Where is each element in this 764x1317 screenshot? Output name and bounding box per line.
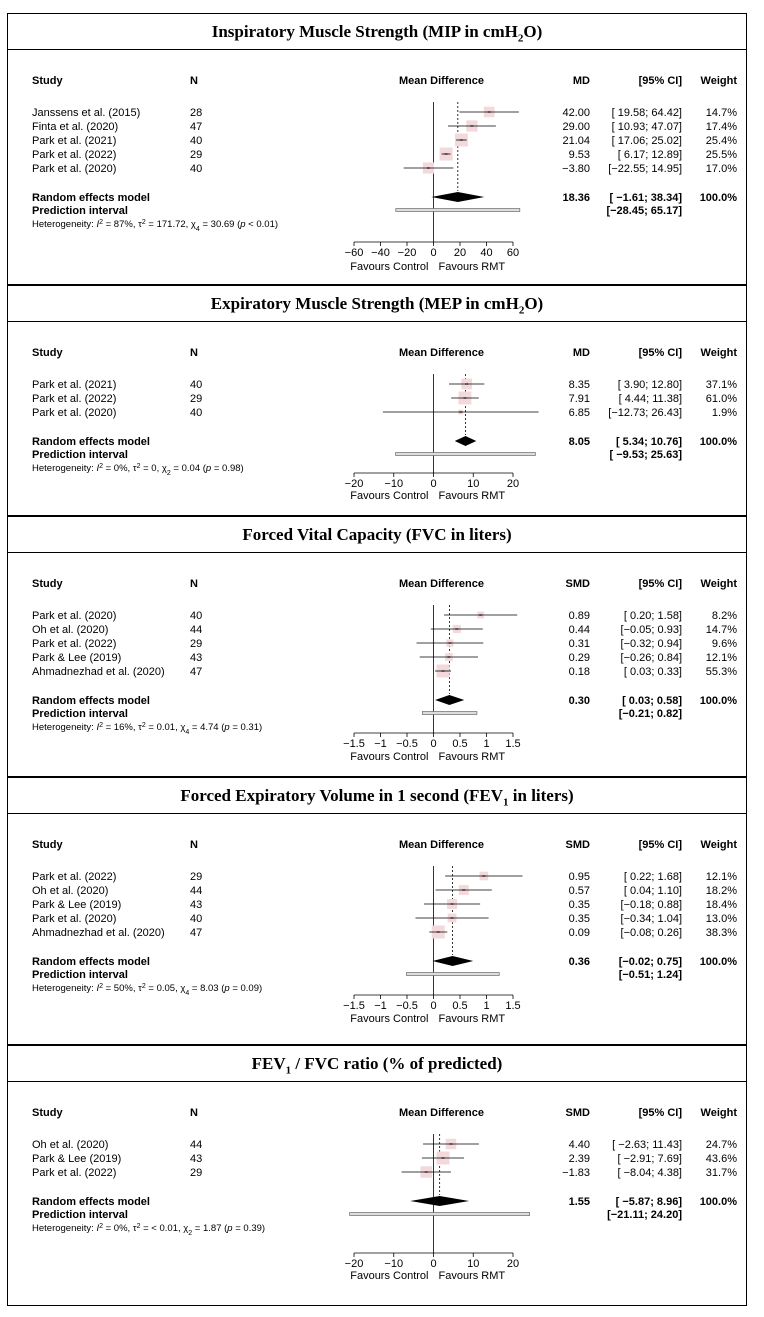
x-tick-label: 40 (480, 247, 493, 259)
study-effect: 29.00 (562, 121, 590, 133)
header-plot: Mean Difference (399, 347, 484, 359)
x-tick-label: 0 (430, 1000, 437, 1012)
study-ci: [−0.34; 1.04] (620, 913, 682, 925)
study-ci: [ 0.03; 0.33] (623, 666, 682, 678)
x-tick-label: 1.5 (505, 1000, 521, 1012)
header-weight: Weight (700, 75, 737, 87)
study-ci: [−22.55; 14.95] (608, 163, 682, 175)
header-plot: Mean Difference (399, 578, 484, 590)
header-effect: SMD (565, 839, 590, 851)
x-tick-label: 0 (430, 478, 437, 490)
x-tick-label: −10 (384, 1258, 404, 1270)
study-effect: 0.95 (568, 871, 590, 883)
random-effects-label: Random effects model (32, 192, 150, 204)
study-weight: 13.0% (705, 913, 737, 925)
study-ci: [ 3.90; 12.80] (617, 379, 682, 391)
random-effects-weight: 100.0% (699, 1196, 737, 1208)
study-effect: 0.89 (568, 610, 590, 622)
study-weight: 14.7% (705, 624, 737, 636)
random-effects-label: Random effects model (32, 695, 150, 707)
study-ci: [ 0.22; 1.68] (623, 871, 682, 883)
random-effects-weight: 100.0% (699, 436, 737, 448)
forest-panel-fev1 (7, 777, 747, 1045)
x-tick-label: −20 (344, 478, 364, 490)
study-name: Park et al. (2021) (32, 135, 117, 147)
random-effects-weight: 100.0% (699, 695, 737, 707)
header-weight: Weight (700, 347, 737, 359)
study-n: 47 (190, 666, 203, 678)
header-study: Study (32, 839, 63, 851)
header-weight: Weight (700, 839, 737, 851)
study-effect: 0.09 (568, 927, 590, 939)
panel-title: Forced Vital Capacity (FVC in liters) (8, 517, 746, 553)
study-weight: 1.9% (711, 407, 737, 419)
x-tick-label: 0 (430, 247, 437, 259)
prediction-interval-label: Prediction interval (32, 1209, 128, 1221)
study-name: Ahmadnezhad et al. (2020) (32, 927, 165, 939)
study-name: Park & Lee (2019) (32, 652, 122, 664)
random-effects-ci: [−0.02; 0.75] (618, 956, 682, 968)
x-tick-label: 1 (483, 738, 490, 750)
header-ci: [95% CI] (638, 1107, 682, 1119)
random-effects-ci: [ −1.61; 38.34] (609, 192, 682, 204)
heterogeneity-text: Heterogeneity: $I^2 = 0\%$, $\tau^2 = 0$, $\chi_2 = 0.04$ (p = 0.98) (32, 462, 244, 477)
prediction-interval-bar (396, 453, 536, 456)
x-tick-label: 60 (506, 247, 520, 259)
header-effect: SMD (565, 578, 590, 590)
header-study: Study (32, 347, 63, 359)
study-ci: [ 19.58; 64.42] (611, 107, 682, 119)
prediction-interval-bar (406, 973, 499, 976)
x-tick-label: 0.5 (452, 1000, 468, 1012)
study-n: 40 (190, 913, 203, 925)
study-ci: [ −2.91; 7.69] (617, 1153, 682, 1165)
study-n: 44 (190, 624, 203, 636)
study-weight: 17.4% (705, 121, 737, 133)
random-effects-diamond (435, 695, 464, 705)
study-name: Park et al. (2020) (32, 407, 117, 419)
study-n: 43 (190, 1153, 203, 1165)
study-weight: 8.2% (711, 610, 737, 622)
study-ci: [ 6.17; 12.89] (617, 149, 682, 161)
random-effects-diamond (455, 436, 477, 446)
study-ci: [ −2.63; 11.43] (612, 1139, 682, 1151)
study-weight: 24.7% (705, 1139, 737, 1151)
favours-rmt-label: Favours RMT (438, 1013, 506, 1025)
study-effect: 0.35 (568, 899, 590, 911)
forest-plot (8, 553, 746, 776)
study-weight: 25.5% (705, 149, 737, 161)
panel-title: Forced Expiratory Volume in 1 second ($FEV_1$ in liters) (8, 778, 746, 814)
study-n: 40 (190, 135, 203, 147)
study-effect: 0.31 (568, 638, 590, 650)
study-name: Park et al. (2022) (32, 393, 117, 405)
x-tick-label: −20 (344, 1258, 364, 1270)
study-effect: 0.18 (568, 666, 590, 678)
study-weight: 43.6% (705, 1153, 737, 1165)
header-n: N (190, 578, 198, 590)
study-effect: 0.44 (568, 624, 590, 636)
study-weight: 18.4% (705, 899, 737, 911)
study-n: 40 (190, 610, 203, 622)
study-n: 29 (190, 871, 203, 883)
header-study: Study (32, 1107, 63, 1119)
header-plot: Mean Difference (399, 839, 484, 851)
x-tick-label: −0.5 (396, 738, 418, 750)
prediction-interval-bar (396, 209, 520, 212)
study-effect: 9.53 (568, 149, 590, 161)
study-weight: 9.6% (711, 638, 737, 650)
heterogeneity-text: Heterogeneity: $I^2 = 50\%$, $\tau^2 = 0.05$, $\chi_4 = 8.03$ (p = 0.09) (32, 982, 263, 997)
favours-control-label: Favours Control (350, 751, 429, 763)
prediction-interval-bar (350, 1213, 530, 1216)
study-ci: [−0.05; 0.93] (620, 624, 682, 636)
heterogeneity-text: Heterogeneity: $I^2 = 0\%$, $\tau^2$ = < 0.01, $\chi_2 = 1.87$ (p = 0.39) (32, 1222, 266, 1237)
header-n: N (190, 75, 198, 87)
study-weight: 12.1% (705, 652, 737, 664)
study-weight: 18.2% (705, 885, 737, 897)
header-weight: Weight (700, 578, 737, 590)
study-name: Park et al. (2022) (32, 638, 117, 650)
random-effects-weight: 100.0% (699, 192, 737, 204)
header-plot: Mean Difference (399, 1107, 484, 1119)
study-name: Ahmadnezhad et al. (2020) (32, 666, 165, 678)
study-effect: 21.04 (562, 135, 590, 147)
x-tick-label: −1 (374, 1000, 387, 1012)
study-effect: 4.40 (568, 1139, 590, 1151)
study-ci: [−0.08; 0.26] (620, 927, 682, 939)
favours-control-label: Favours Control (350, 1013, 429, 1025)
prediction-interval-label: Prediction interval (32, 449, 128, 461)
study-name: Park et al. (2021) (32, 379, 117, 391)
header-study: Study (32, 578, 63, 590)
forest-plot (8, 50, 746, 284)
header-n: N (190, 1107, 198, 1119)
favours-control-label: Favours Control (350, 490, 429, 502)
panel-title: Inspiratory Muscle Strength (MIP in cmH$_2$O) (8, 14, 746, 50)
study-weight: 12.1% (705, 871, 737, 883)
x-tick-label: 20 (506, 478, 520, 490)
study-ci: [ 17.06; 25.02] (611, 135, 682, 147)
x-tick-label: 0 (430, 1258, 437, 1270)
study-name: Park & Lee (2019) (32, 899, 122, 911)
study-weight: 25.4% (705, 135, 737, 147)
favours-rmt-label: Favours RMT (438, 751, 506, 763)
header-ci: [95% CI] (638, 347, 682, 359)
header-study: Study (32, 75, 63, 87)
forest-panel-fev1-fvc (7, 1045, 747, 1306)
header-ci: [95% CI] (638, 75, 682, 87)
random-effects-diamond (432, 956, 473, 966)
forest-panel-fvc (7, 516, 747, 777)
study-weight: 17.0% (705, 163, 737, 175)
study-ci: [ 10.93; 47.07] (611, 121, 682, 133)
random-effects-effect: 18.36 (562, 192, 590, 204)
prediction-interval-label: Prediction interval (32, 205, 128, 217)
x-tick-label: −1.5 (343, 738, 365, 750)
random-effects-label: Random effects model (32, 436, 150, 448)
study-effect: 42.00 (562, 107, 590, 119)
prediction-interval-ci: [−0.21; 0.82] (618, 708, 682, 720)
x-tick-label: −40 (371, 247, 390, 259)
study-effect: 0.29 (568, 652, 590, 664)
header-effect: MD (572, 347, 590, 359)
study-ci: [ 0.20; 1.58] (623, 610, 682, 622)
study-n: 44 (190, 885, 203, 897)
study-effect: 7.91 (568, 393, 590, 405)
study-weight: 14.7% (705, 107, 737, 119)
random-effects-label: Random effects model (32, 956, 150, 968)
study-n: 43 (190, 652, 203, 664)
x-tick-label: 20 (453, 247, 467, 259)
heterogeneity-text: Heterogeneity: $I^2 = 16\%$, $\tau^2 = 0.01$, $\chi_4 = 4.74$ (p = 0.31) (32, 721, 263, 736)
study-effect: −3.80 (562, 163, 590, 175)
study-n: 43 (190, 899, 203, 911)
study-name: Park et al. (2020) (32, 610, 117, 622)
favours-rmt-label: Favours RMT (438, 261, 506, 273)
x-tick-label: 10 (467, 1258, 480, 1270)
study-name: Oh et al. (2020) (32, 624, 109, 636)
x-tick-label: 20 (506, 1258, 520, 1270)
forest-plot (8, 1082, 746, 1305)
study-n: 44 (190, 1139, 203, 1151)
study-weight: 38.3% (705, 927, 737, 939)
random-effects-diamond (431, 192, 484, 202)
header-n: N (190, 347, 198, 359)
study-name: Park et al. (2022) (32, 149, 117, 161)
study-weight: 55.3% (705, 666, 737, 678)
random-effects-weight: 100.0% (699, 956, 737, 968)
prediction-interval-bar (422, 712, 477, 715)
study-effect: 6.85 (568, 407, 590, 419)
study-effect: 8.35 (568, 379, 590, 391)
study-ci: [ 0.04; 1.10] (623, 885, 682, 897)
favours-control-label: Favours Control (350, 261, 429, 273)
study-name: Oh et al. (2020) (32, 885, 109, 897)
study-ci: [−0.32; 0.94] (620, 638, 682, 650)
random-effects-ci: [ 0.03; 0.58] (622, 695, 682, 707)
study-weight: 61.0% (705, 393, 737, 405)
header-effect: MD (572, 75, 590, 87)
study-ci: [−0.18; 0.88] (620, 899, 682, 911)
forest-panel-mip (7, 13, 747, 285)
study-name: Park et al. (2020) (32, 163, 117, 175)
study-n: 29 (190, 638, 203, 650)
study-ci: [ −8.04; 4.38] (617, 1167, 682, 1179)
study-n: 40 (190, 407, 203, 419)
study-effect: 0.35 (568, 913, 590, 925)
forest-plot (8, 322, 746, 515)
study-n: 28 (190, 107, 203, 119)
x-tick-label: −10 (384, 478, 404, 490)
x-tick-label: 0.5 (452, 738, 468, 750)
study-name: Park et al. (2020) (32, 913, 117, 925)
study-n: 47 (190, 121, 203, 133)
x-tick-label: 10 (467, 478, 480, 490)
random-effects-ci: [ −5.87; 8.96] (615, 1196, 682, 1208)
header-weight: Weight (700, 1107, 737, 1119)
study-name: Finta et al. (2020) (32, 121, 119, 133)
prediction-interval-label: Prediction interval (32, 969, 128, 981)
random-effects-label: Random effects model (32, 1196, 150, 1208)
x-tick-label: −0.5 (396, 1000, 418, 1012)
study-n: 29 (190, 393, 203, 405)
x-tick-label: 0 (430, 738, 437, 750)
random-effects-effect: 8.05 (568, 436, 590, 448)
random-effects-effect: 0.30 (568, 695, 590, 707)
heterogeneity-text: Heterogeneity: $I^2 = 87\%$, $\tau^2 = 171.72$, $\chi_4 = 30.69$ (p < 0.01) (32, 218, 279, 233)
header-ci: [95% CI] (638, 839, 682, 851)
study-effect: 0.57 (568, 885, 590, 897)
study-effect: 2.39 (568, 1153, 590, 1165)
forest-panel-mep (7, 285, 747, 516)
favours-rmt-label: Favours RMT (438, 490, 506, 502)
study-n: 40 (190, 163, 203, 175)
study-name: Oh et al. (2020) (32, 1139, 109, 1151)
header-effect: SMD (565, 1107, 590, 1119)
prediction-interval-ci: [ −9.53; 25.63] (609, 449, 682, 461)
prediction-interval-ci: [−21.11; 24.20] (607, 1209, 682, 1221)
study-n: 29 (190, 1167, 203, 1179)
study-n: 40 (190, 379, 203, 391)
forest-plot (8, 814, 746, 1044)
study-ci: [−12.73; 26.43] (608, 407, 682, 419)
header-plot: Mean Difference (399, 75, 484, 87)
header-n: N (190, 839, 198, 851)
x-tick-label: 1.5 (505, 738, 521, 750)
panel-title: Expiratory Muscle Strength (MEP in cmH$_2$O) (8, 286, 746, 322)
study-ci: [ 4.44; 11.38] (618, 393, 682, 405)
study-name: Park et al. (2022) (32, 1167, 117, 1179)
panel-title: $FEV_1$ / FVC ratio (% of predicted) (8, 1046, 746, 1082)
random-effects-diamond (410, 1196, 469, 1206)
study-name: Park & Lee (2019) (32, 1153, 122, 1165)
study-n: 29 (190, 149, 203, 161)
study-weight: 37.1% (705, 379, 737, 391)
study-name: Park et al. (2022) (32, 871, 117, 883)
x-tick-label: −1.5 (343, 1000, 365, 1012)
study-weight: 31.7% (705, 1167, 737, 1179)
favours-rmt-label: Favours RMT (438, 1270, 506, 1282)
prediction-interval-label: Prediction interval (32, 708, 128, 720)
random-effects-effect: 0.36 (568, 956, 590, 968)
random-effects-ci: [ 5.34; 10.76] (615, 436, 682, 448)
favours-control-label: Favours Control (350, 1270, 429, 1282)
x-tick-label: 1 (483, 1000, 490, 1012)
study-n: 47 (190, 927, 203, 939)
random-effects-effect: 1.55 (568, 1196, 590, 1208)
x-tick-label: −1 (374, 738, 387, 750)
study-effect: −1.83 (562, 1167, 590, 1179)
x-tick-label: −20 (397, 247, 417, 259)
study-ci: [−0.26; 0.84] (620, 652, 682, 664)
prediction-interval-ci: [−0.51; 1.24] (618, 969, 682, 981)
study-name: Janssens et al. (2015) (32, 107, 141, 119)
prediction-interval-ci: [−28.45; 65.17] (606, 205, 682, 217)
x-tick-label: −60 (344, 247, 364, 259)
header-ci: [95% CI] (638, 578, 682, 590)
